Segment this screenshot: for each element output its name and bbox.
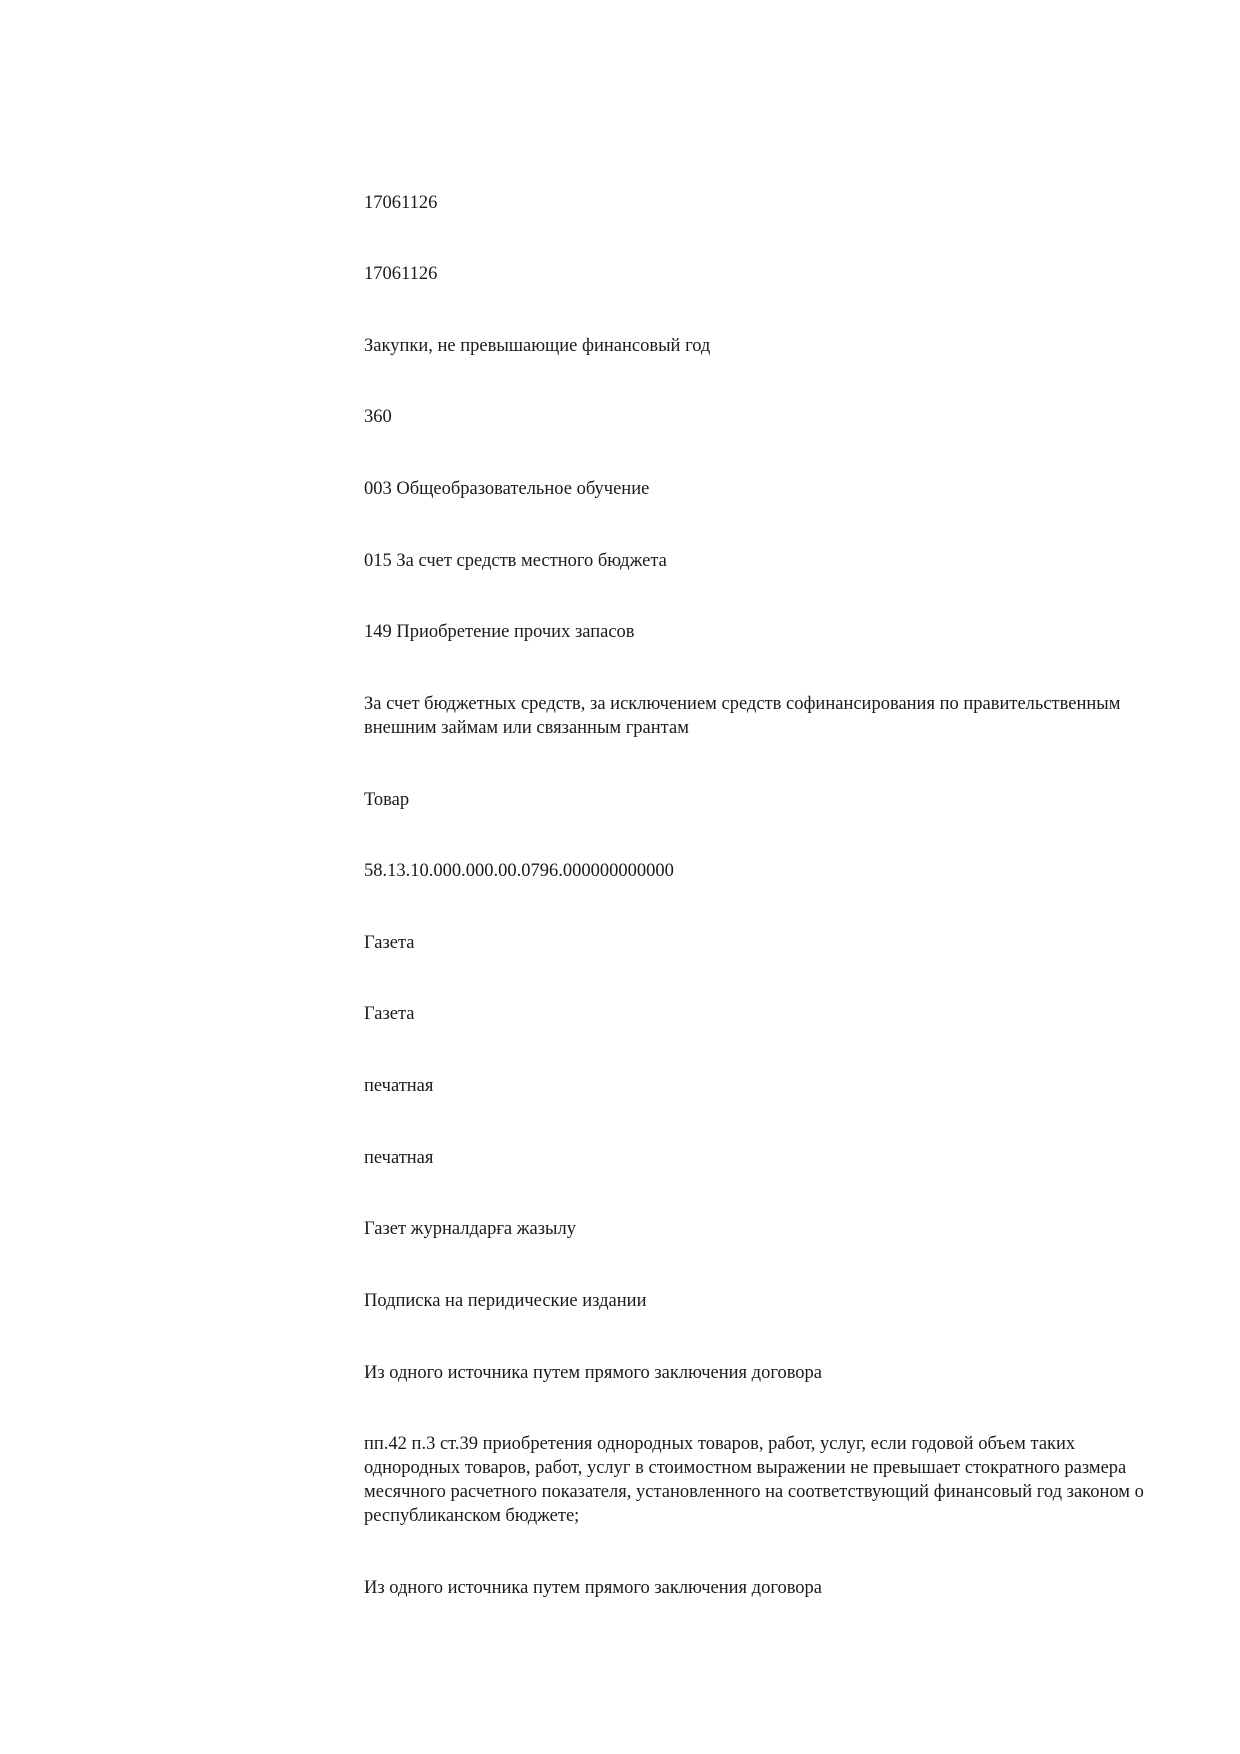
item-name-ru: Газета bbox=[364, 1004, 415, 1024]
purchase-type: Товар bbox=[364, 790, 410, 810]
lot-number-duplicate: 17061126 bbox=[364, 264, 438, 284]
administrator-code: 360 bbox=[364, 407, 392, 427]
legal-basis: пп.42 п.3 ст.39 приобретения однородных товаров, работ, услуг, если годовой объем таких однородных товаров, работ, услуг в стоимостном выражении не превышает стократного размера месячного расчетного показателя, установленного на соответствующий финансовый год законом о республиканском бюджете; bbox=[364, 1434, 1144, 1526]
purchase-period: Закупки, не превышающие финансовый год bbox=[364, 336, 711, 356]
procurement-method-final: Из одного источника путем прямого заключения договора bbox=[364, 1578, 823, 1598]
additional-description-kz: Газет журналдарға жазылу bbox=[364, 1219, 576, 1239]
item-characteristic-kz: печатная bbox=[364, 1076, 434, 1096]
specifics: 149 Приобретение прочих запасов bbox=[364, 622, 635, 642]
ktru-code: 58.13.10.000.000.00.0796.000000000000 bbox=[364, 861, 674, 881]
budget-program: 003 Общеобразовательное обучение bbox=[364, 479, 650, 499]
lot-number: 17061126 bbox=[364, 193, 438, 213]
item-characteristic-ru: печатная bbox=[364, 1148, 434, 1168]
budget-subprogram: 015 За счет средств местного бюджета bbox=[364, 551, 667, 571]
additional-description-ru: Подписка на перидические издании bbox=[364, 1291, 647, 1311]
procurement-method: Из одного источника путем прямого заключения договора bbox=[364, 1363, 823, 1383]
funding-source: За счет бюджетных средств, за исключением средств софинансирования по правительственным внешним займам или связанным грантам bbox=[364, 694, 1121, 738]
item-name-kz: Газета bbox=[364, 933, 415, 953]
